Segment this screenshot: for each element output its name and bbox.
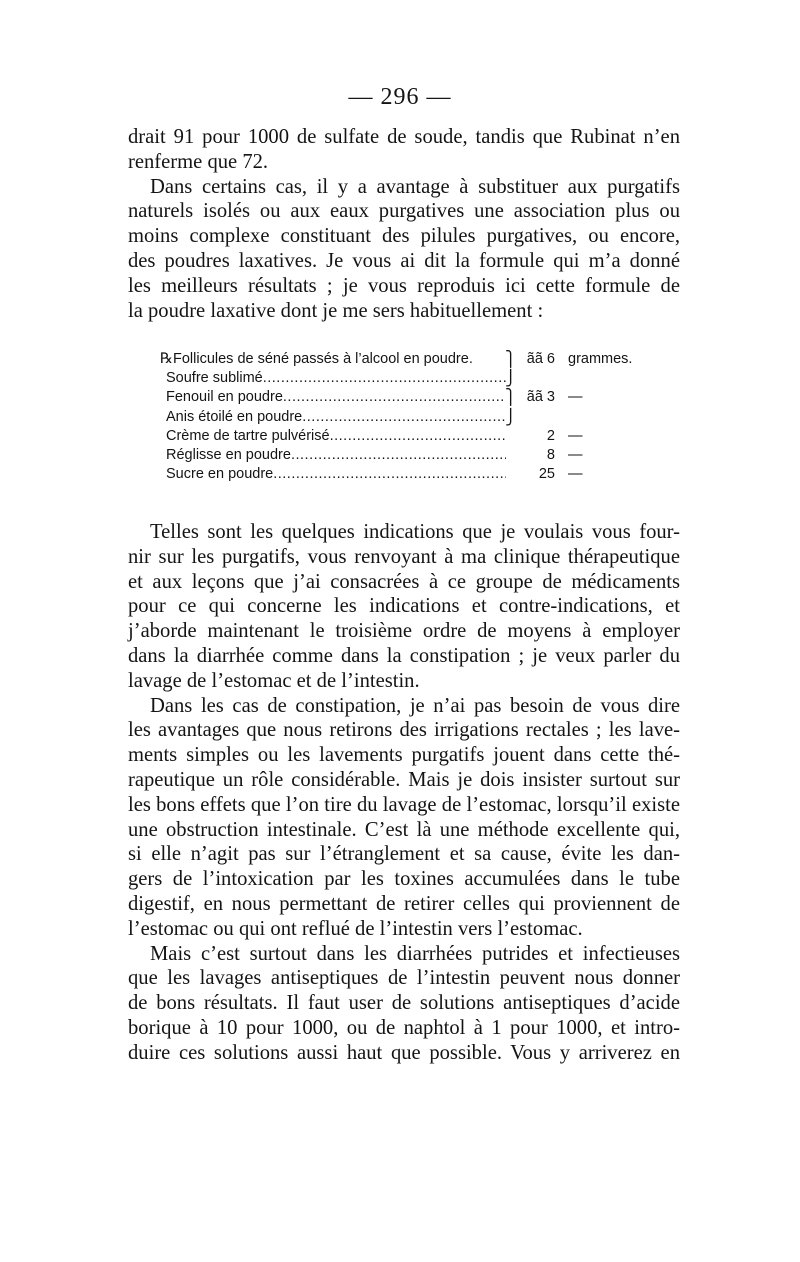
text-line: des poudres laxatives. Je vous ai dit la formule qui m’a donné	[128, 249, 680, 272]
text-line: Dans certains cas, il y a avantage à substituer aux purgatifs	[150, 175, 680, 198]
text-line: renferme que 72.	[128, 150, 269, 173]
text-line: Mais c’est surtout dans les diarrhées putrides et infectieuses	[150, 942, 680, 965]
text-line: les avantages que nous retirons des irrigations rectales ; les lave-	[128, 719, 680, 742]
text-line: j’aborde maintenant le troisième ordre de moyens à employer	[128, 620, 680, 643]
formula-ingredient: ℞Follicules de séné passés à l’alcool en poudre.	[160, 351, 473, 367]
text-line: et aux leçons que j’ai consacrées à ce groupe de médicaments	[128, 570, 680, 593]
formula-ingredient: Réglisse en poudre .....	[166, 446, 506, 465]
text-line: une obstruction intestinale. C’est là une méthode excellente qui,	[128, 818, 680, 841]
text-block-bottom	[128, 520, 680, 1066]
formula-unit: —	[568, 446, 583, 463]
formula-brace: ⎫	[505, 351, 517, 368]
text-line: les bons effets que l’on tire du lavage de l’estomac, lorsqu’il existe	[128, 793, 680, 816]
text-line: duire ces solutions aussi haut que possible. Vous y arriverez en	[128, 1041, 680, 1064]
formula-ingredient: Fenouil en poudre .....	[166, 388, 506, 407]
text-line: naturels isolés ou aux eaux purgatives une association plus ou	[128, 200, 680, 223]
formula-unit: —	[568, 427, 583, 444]
formula-quantity: ãã 6	[526, 351, 555, 367]
page-number: — 296 —	[348, 84, 452, 110]
text-line: l’estomac ou qui ont reflué de l’intestin vers l’estomac.	[128, 917, 583, 940]
formula-ingredient: Crème de tartre pulvérisé .....	[166, 427, 506, 446]
formula-unit: grammes.	[568, 351, 633, 367]
text-line: lavage de l’estomac et de l’intestin.	[128, 669, 420, 692]
text-line: que les lavages antiseptiques de l’intestin peuvent nous donner	[128, 967, 680, 990]
formula-quantity: 25	[538, 466, 555, 483]
formula-ingredient: Anis étoilé en poudre .....	[166, 408, 506, 427]
text-line: borique à 10 pour 1000, ou de naphtol à 1 pour 1000, et intro-	[128, 1016, 680, 1039]
formula-row	[160, 427, 680, 446]
formula-brace: ⎫	[505, 389, 517, 407]
laxative-powder-formula	[160, 350, 680, 484]
text-line: drait 91 pour 1000 de sulfate de soude, tandis que Rubinat n’en	[128, 126, 680, 148]
formula-ingredient: Soufre sublimé .....	[166, 369, 506, 388]
formula-row	[160, 369, 680, 388]
text-line: la poudre laxative dont je me sers habituellement :	[128, 299, 544, 322]
text-line: digestif, en nous permettant de retirer celles qui proviennent de	[128, 892, 680, 915]
text-line: nir sur les purgatifs, vous renvoyant à ma clinique thérapeutique	[128, 545, 680, 568]
formula-quantity: ãã 3	[526, 389, 555, 406]
formula-brace: ⎭	[505, 408, 517, 426]
text-line: Telles sont les quelques indications que je voulais vous four-	[150, 521, 680, 543]
formula-row	[160, 465, 680, 484]
formula-unit: —	[568, 389, 583, 406]
formula-ingredient: Sucre en poudre .....	[166, 465, 506, 484]
text-line: Dans les cas de constipation, je n’ai pas besoin de vous dire	[150, 694, 680, 717]
formula-row	[160, 408, 680, 427]
formula-row	[160, 350, 680, 369]
text-line: dans la diarrhée comme dans la constipation ; je veux parler du	[128, 644, 680, 667]
formula-row	[160, 388, 680, 407]
text-line: rapeutique un rôle considérable. Mais je dois insister surtout sur	[128, 768, 680, 791]
text-line: de bons résultats. Il faut user de solutions antiseptiques d’acide	[128, 992, 680, 1015]
text-line: pour ce qui concerne les indications et contre-indications, et	[128, 595, 680, 618]
text-line: moins complexe constituant des pilules purgatives, ou encore,	[128, 225, 680, 248]
text-line: les meilleurs résultats ; je vous reproduis ici cette formule de	[128, 274, 680, 297]
formula-quantity: 2	[546, 427, 555, 444]
text-line: gers de l’intoxication par les toxines accumulées dans le tube	[128, 868, 680, 891]
formula-brace: ⎭	[505, 370, 517, 388]
formula-row	[160, 446, 680, 465]
formula-quantity: 8	[546, 446, 555, 463]
text-line: ments simples ou les lavements purgatifs jouent dans cette thé-	[128, 744, 680, 767]
formula-unit: —	[568, 466, 583, 483]
text-line: si elle n’agit pas sur l’étranglement et sa cause, évite les dan-	[128, 843, 680, 866]
text-block-top	[128, 125, 680, 323]
